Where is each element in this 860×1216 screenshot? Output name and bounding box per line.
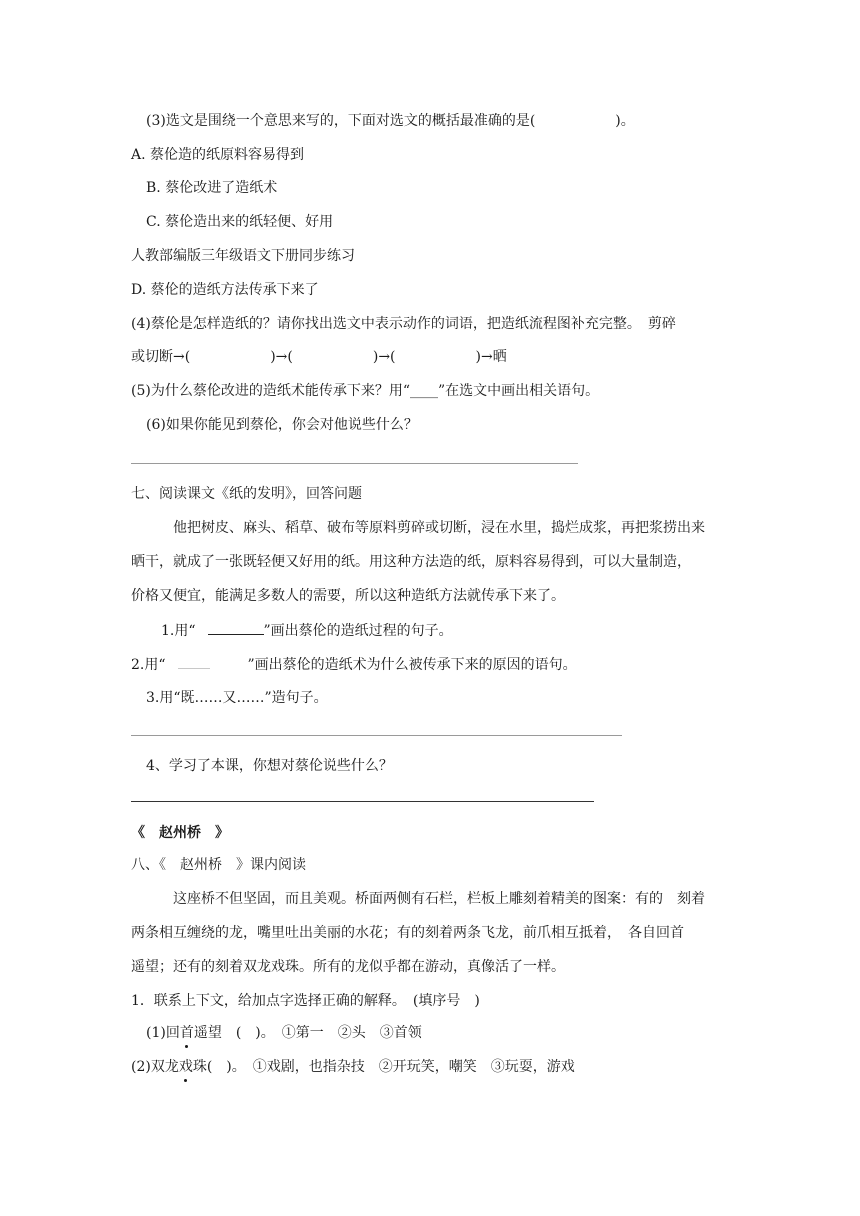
flow-arrow-2: )→( [372, 349, 396, 365]
question-5 [131, 381, 599, 401]
section-8-heading: 八、《 赵州桥 》课内阅读 [131, 857, 306, 873]
flow-start: 或切断→( [131, 349, 191, 365]
sub-question-1 [146, 1023, 422, 1043]
passage-line: 晒干，就成了一张既轻便又好用的纸。用这种方法造的纸，原料容易得到，可以大量制造， [131, 554, 691, 570]
question-5-text-b: ”在选文中画出相关语句。 [438, 383, 600, 399]
question-3-tail: )。 [615, 113, 635, 129]
sub-question-1-text-a: (1)回 [146, 1025, 180, 1041]
item-1-text-a: 1.用“ [161, 623, 196, 639]
question-3 [146, 111, 635, 131]
passage-line: 两条相互缠绕的龙，嘴里吐出美丽的水花；有的刻着两条飞龙，前爪相互抵着， 各自回首 [131, 925, 684, 941]
sub-question-2-text-b: 珠( )。 ①戏剧，也指杂技 ②开玩笑，嘲笑 ③玩耍，游戏 [192, 1059, 575, 1075]
section-8-title: 《 赵州桥 》 [131, 825, 229, 841]
section-7-item-4: 4、学习了本课，你想对蔡伦说些什么？ [146, 758, 393, 774]
underline-mark: ____ [410, 383, 438, 399]
question-6: (6)如果你能见到蔡伦，你会对他说些什么？ [146, 417, 418, 433]
sub-question-2 [131, 1057, 575, 1077]
question-4-line1: (4)蔡伦是怎样造纸的？请你找出选文中表示动作的词语，把造纸流程图补充完整。 剪碎 [131, 316, 676, 332]
watermark-text: 人教部编版三年级语文下册同步练习 [131, 248, 355, 264]
sub-question-2-text-a: (2)双龙 [131, 1059, 179, 1075]
answer-line[interactable] [131, 463, 578, 464]
emphasis-dot-char: 戏 [178, 1059, 193, 1075]
question-3-text: (3)选文是围绕一个意思来写的，下面对选文的概括最准确的是( [146, 113, 536, 129]
question-5-text-a: (5)为什么蔡伦改进的造纸术能传承下来？用“ [131, 383, 410, 399]
sub-question-1-text-b: 遥望 ( )。 ①第一 ②头 ③首领 [193, 1025, 422, 1041]
question-4-flow [131, 347, 507, 367]
item-2-text-a: 2.用“ [131, 657, 166, 673]
flow-arrow-1: )→( [270, 349, 293, 365]
flow-end: )→晒 [475, 349, 507, 365]
section-7-item-3: 3.用“既……又……”造句子。 [146, 690, 328, 706]
passage-line: 遥望；还有的刻着双龙戏珠。所有的龙似乎都在游动，真像活了一样。 [131, 959, 565, 975]
answer-line[interactable] [131, 735, 622, 736]
option-a: A. 蔡伦造的纸原料容易得到 [131, 147, 305, 163]
passage-line: 价格又便宜，能满足多数人的需要，所以这种造纸方法就传承下来了。 [131, 588, 565, 604]
underline-sample [208, 620, 264, 635]
item-2-text-b: ”画出蔡伦的造纸术为什么被传承下来的原因的语句。 [247, 657, 577, 673]
passage-line: 他把树皮、麻头、稻草、破布等原料剪碎或切断，浸在水里，捣烂成浆，再把浆捞出来 [173, 520, 705, 536]
item-1-text-b: ”画出蔡伦的造纸过程的句子。 [263, 623, 453, 639]
emphasis-dot-char: 首 [179, 1025, 194, 1041]
section-8-question-1: 1．联系上下文，给加点字选择正确的解释。 (填序号 ) [131, 993, 480, 1009]
passage-line: 这座桥不但坚固，而且美观。桥面两侧有石栏，栏板上雕刻着精美的图案：有的 刻着 [173, 891, 705, 907]
option-c: C. 蔡伦造出来的纸轻便、好用 [146, 214, 334, 230]
section-7-item-2 [131, 654, 577, 675]
option-d: D. 蔡伦的造纸方法传承下来了 [131, 282, 319, 298]
answer-line[interactable] [131, 801, 594, 802]
section-7-item-1 [161, 620, 453, 641]
option-b: B. 蔡伦改进了造纸术 [146, 180, 278, 196]
underline-sample [178, 654, 210, 669]
section-7-heading: 七、阅读课文《纸的发明》，回答问题 [131, 486, 362, 502]
